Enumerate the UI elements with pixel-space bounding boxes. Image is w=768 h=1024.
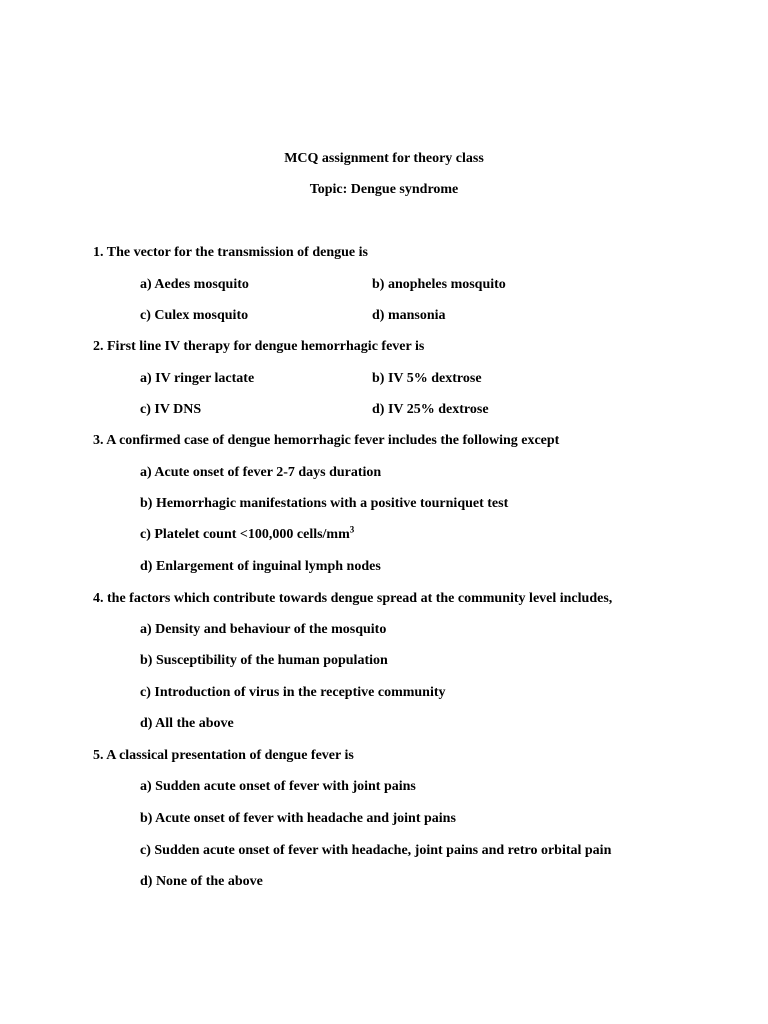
- question-1: 1. The vector for the transmission of dengue is: [93, 245, 368, 260]
- question-5-option-c: c) Sudden acute onset of fever with headache, joint pains and retro orbital pain: [140, 843, 612, 858]
- question-1-option-d: d) mansonia: [372, 308, 446, 323]
- question-3: 3. A confirmed case of dengue hemorrhagic fever includes the following except: [93, 433, 560, 448]
- question-2-option-d: d) IV 25% dextrose: [372, 402, 489, 417]
- question-5-option-d: d) None of the above: [140, 874, 263, 889]
- question-5: 5. A classical presentation of dengue fever is: [93, 748, 354, 763]
- document-topic: Topic: Dengue syndrome: [309, 182, 459, 197]
- question-5-option-a: a) Sudden acute onset of fever with joint pains: [140, 779, 416, 794]
- question-4-option-a: a) Density and behaviour of the mosquito: [140, 622, 387, 637]
- question-1-option-a: a) Aedes mosquito: [140, 277, 249, 292]
- question-4: 4. the factors which contribute towards dengue spread at the community level includes,: [93, 591, 613, 606]
- question-1-option-b: b) anopheles mosquito: [372, 277, 506, 292]
- question-1-option-c: c) Culex mosquito: [140, 308, 249, 323]
- question-4-option-d: d) All the above: [140, 716, 234, 731]
- question-4-option-b: b) Susceptibility of the human population: [140, 653, 388, 668]
- question-4-option-c: c) Introduction of virus in the receptive community: [140, 685, 446, 700]
- question-3-option-a: a) Acute onset of fever 2-7 days duration: [140, 465, 382, 480]
- superscript-3: 3: [349, 524, 355, 535]
- question-3-option-d: d) Enlargement of inguinal lymph nodes: [140, 559, 381, 574]
- question-3-option-c-line: [140, 526, 354, 544]
- question-2-option-c: c) IV DNS: [140, 402, 202, 417]
- question-3-option-c: c) Platelet count <100,000 cells/mm: [140, 527, 350, 542]
- question-2: 2. First line IV therapy for dengue hemorrhagic fever is: [93, 339, 425, 354]
- question-2-option-a: a) IV ringer lactate: [140, 371, 255, 386]
- question-2-option-b: b) IV 5% dextrose: [372, 371, 482, 386]
- question-5-option-b: b) Acute onset of fever with headache and joint pains: [140, 811, 456, 826]
- question-3-option-b: b) Hemorrhagic manifestations with a positive tourniquet test: [140, 496, 509, 511]
- document-title: MCQ assignment for theory class: [284, 151, 484, 166]
